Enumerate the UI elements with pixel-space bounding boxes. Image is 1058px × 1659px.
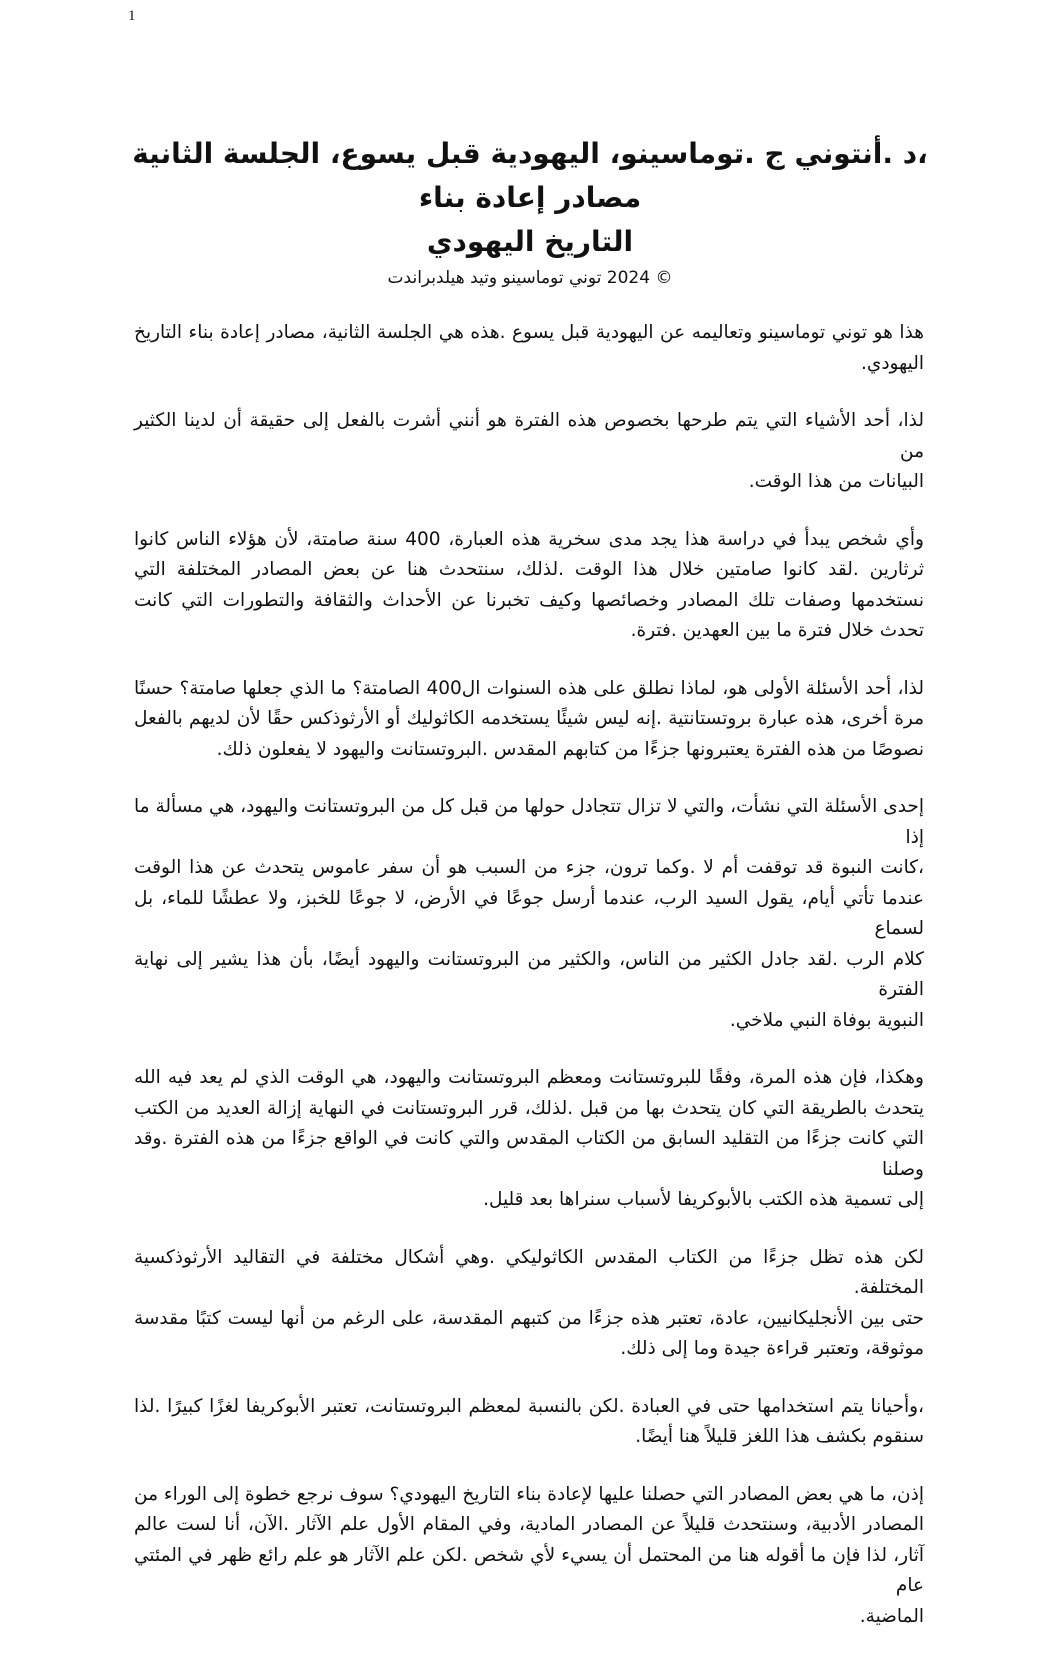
title-line: التاريخ اليهودي (426, 225, 634, 258)
text-line: سنقوم بكشف هذا اللغز قليلاً هنا أيضًا. (635, 1426, 924, 1447)
paragraph (134, 406, 924, 498)
paragraph (134, 792, 924, 1036)
text-line: لذا، أحد الأشياء التي يتم طرحها بخصوص هذه الفترة هو أنني أشرت بالفعل إلى حقيقة أن لدينا الكثير من (134, 410, 924, 462)
page-number: 1 (128, 8, 136, 24)
title-line: مصادر إعادة بناء (418, 181, 642, 214)
document-title (120, 132, 940, 292)
paragraph (134, 525, 924, 647)
text-line: كلام الرب .لقد جادل الكثير من الناس، والكثير من البروتستانت واليهود أيضًا، بأن هذا يشير إلى نهاية الفترة (134, 948, 924, 1000)
copyright-line: © 2024 توني توماسينو وتيد هيلدبراندت (387, 268, 673, 288)
paragraph (134, 1243, 924, 1365)
text-line: ،وأحيانا يتم استخدامها حتى في العبادة .لكن بالنسبة لمعظم البروتستانت، تعتبر الأبوكريفا لغزًا كبيرًا .لذا (134, 1395, 924, 1417)
document-body (134, 318, 924, 1659)
text-line: نستخدمها وصفات تلك المصادر وخصائصها وكيف تخبرنا عن الأحداث والثقافة والتطورات التي كانت (134, 589, 924, 611)
text-line: اليهودي. (860, 352, 924, 374)
text-line: إذن، ما هي بعض المصادر التي حصلنا عليها لإعادة بناء التاريخ اليهودي؟ سوف نرجع خطوة إلى الوراء من (134, 1483, 924, 1505)
text-line: لكن هذه تظل جزءًا من الكتاب المقدس الكاثوليكي .وهي أشكال مختلفة في التقاليد الأرثوذكسية المختلفة. (134, 1246, 924, 1298)
text-line: النبوية بوفاة النبي ملاخي. (729, 1009, 924, 1031)
text-line: حتى بين الأنجليكانيين، عادة، تعتبر هذه جزءًا من كتبهم المقدسة، على الرغم من أنها ليست كتبًا مقدسة (134, 1307, 924, 1329)
text-line: هذا هو توني توماسينو وتعاليمه عن اليهودية قبل يسوع .هذه هي الجلسة الثانية، مصادر إعادة بناء التاريخ (134, 322, 924, 343)
text-line: إلى تسمية هذه الكتب بالأبوكريفا لأسباب سنراها بعد قليل. (483, 1189, 924, 1210)
text-line: الماضية. (859, 1605, 924, 1627)
text-line: المصادر الأدبية، وسنتحدث قليلاً عن المصادر المادية، وفي المقام الأول علم الآثار .الآن، أنا لست عالم (134, 1514, 924, 1535)
text-line: عندما تأتي أيام، يقول السيد الرب، عندما أرسل جوعًا في الأرض، لا جوعًا للخبز، ولا عطشًا للماء، بل لسماع (134, 887, 924, 939)
text-line: التي كانت جزءًا من التقليد السابق من الكتاب المقدس والتي كانت في الواقع جزءًا من هذه الفترة .وقد وصلنا (134, 1128, 924, 1180)
text-line: مرة أخرى، هذه عبارة بروتستانتية .إنه ليس شيئًا يستخدمه الكاثوليك أو الأرثوذكس حقًا لأن لديهم بالفعل (134, 708, 924, 729)
text-line: يتحدث بالطريقة التي كان يتحدث بها من قبل .لذلك، قرر البروتستانت في النهاية إزالة العديد من الكتب (134, 1097, 924, 1119)
text-line: ثرثارين .لقد كانوا صامتين خلال هذا الوقت .لذلك، سنتحدث هنا عن بعض المصادر المختلفة التي (134, 559, 924, 580)
text-line: وأي شخص يبدأ في دراسة هذا يجد مدى سخرية هذه العبارة، 400 سنة صامتة، لأن هؤلاء الناس كانوا (134, 528, 924, 550)
paragraph (134, 1480, 924, 1633)
paragraph (134, 674, 924, 766)
title-line: ،د .أنتوني ج .توماسينو، اليهودية قبل يسوع، الجلسة الثانية (132, 137, 928, 170)
text-line: إحدى الأسئلة التي نشأت، والتي لا تزال تتجادل حولها من قبل كل من البروتستانت واليهود، هي مسألة ما إذا (134, 796, 924, 848)
paragraph (134, 1392, 924, 1453)
text-line: نصوصًا من هذه الفترة يعتبرونها جزءًا من كتابهم المقدس .البروتستانت واليهود لا يفعلون ذلك. (216, 738, 924, 760)
paragraph (134, 318, 924, 379)
text-line: موثوقة، وتعتبر قراءة جيدة وما إلى ذلك. (620, 1338, 924, 1359)
text-line: تحدث خلال فترة ما بين العهدين .فترة. (630, 620, 924, 641)
text-line: البيانات من هذا الوقت. (748, 471, 924, 492)
text-line: لذا، أحد الأسئلة الأولى هو، لماذا نطلق على هذه السنوات ال400 الصامتة؟ ما الذي جعلها صامتة؟ حسنًا (134, 677, 924, 699)
text-line: وهكذا، فإن هذه المرة، وفقًا للبروتستانت ومعظم البروتستانت واليهود، هي الوقت الذي لم يعد فيه الله (134, 1067, 924, 1088)
text-line: آثار، لذا فإن ما أقوله هنا من المحتمل أن يسيء لأي شخص .لكن علم الآثار هو علم رائع ظهر في المئتي عام (134, 1544, 924, 1596)
text-line: ،كانت النبوة قد توقفت أم لا .وكما ترون، جزء من السبب هو أن سفر عاموس يتحدث عن هذا الوقت (134, 857, 924, 878)
paragraph (134, 1063, 924, 1216)
